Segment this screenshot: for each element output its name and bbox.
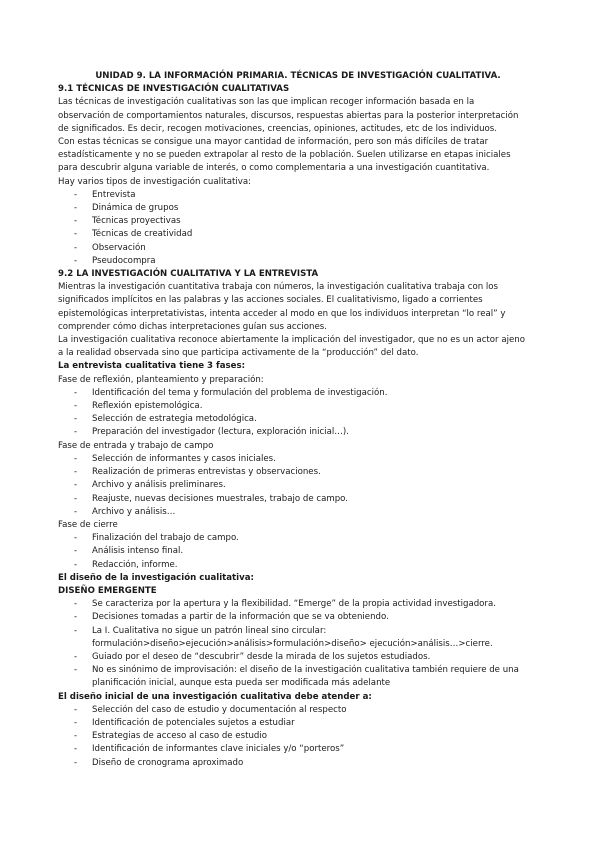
list-item: - Dinámica de grupos [58, 202, 528, 215]
list-item: - Técnicas de creatividad [58, 228, 528, 241]
list-item: - Identificación de potenciales sujetos a estudiar [58, 717, 528, 730]
list-item: - Reajuste, nuevas decisiones muestrales, trabajo de campo. [58, 493, 528, 506]
paragraph: Hay varios tipos de investigación cualitativa: [58, 176, 252, 187]
list-item: - Guiado por el deseo de “descubrir” desde la mirada de los sujetos estudiados. [58, 651, 528, 664]
section-9-2-heading: 9.2 LA INVESTIGACIÓN CUALITATIVA Y LA ENTREVISTA [58, 269, 319, 280]
list-item: - Reflexión epistemológica. [58, 400, 528, 413]
list-item: - La I. Cualitativa no sigue un patrón lineal sino circular: formulación>diseño>ejecución>análisis>formulación>diseño> ejecución>análisis…>cierre. [58, 625, 528, 651]
page-title: UNIDAD 9. LA INFORMACIÓN PRIMARIA. TÉCNICAS DE INVESTIGACIÓN CUALITATIVA. [95, 71, 501, 81]
phase-label: Fase de reflexión, planteamiento y preparación: [58, 374, 264, 385]
paragraph: Con estas técnicas se consigue una mayor cantidad de información, pero son más difíciles de tratar estadísticamente y no se pueden extrapolar al resto de la población. Suelen utilizarse en etapas iniciales para descubrir alguna variable de interés, o como complementaria a una investigación cuantitativa. [58, 137, 511, 174]
design-heading: El diseño de la investigación cualitativa: [58, 572, 254, 583]
emergent-heading: DISEÑO EMERGENTE [58, 585, 157, 596]
phase-2-list [58, 453, 528, 519]
list-item: - Finalización del trabajo de campo. [58, 532, 528, 545]
list-item: - Se caracteriza por la apertura y la flexibilidad. “Emerge” de la propia actividad investigadora. [58, 598, 528, 611]
list-item: - Análisis intenso final. [58, 545, 528, 558]
emergent-design-list [58, 598, 528, 690]
paragraph: Las técnicas de investigación cualitativas son las que implican recoger información basada en la observación de comportamientos naturales, discursos, respuestas abiertas para la posterior interpretación de significados. Es decir, recogen motivaciones, creencias, opiniones, actitudes, etc de los individuos. [58, 97, 519, 134]
list-item: - Entrevista [58, 189, 528, 202]
initial-design-heading: El diseño inicial de una investigación cualitativa debe atender a: [58, 691, 372, 702]
phase-3-list [58, 532, 528, 572]
list-item: - Preparación del investigador (lectura, exploración inicial…). [58, 426, 528, 439]
paragraph: Mientras la investigación cuantitativa trabaja con números, la investigación cualitativa trabaja con los significados implícitos en las palabras y las acciones sociales. El cualitativismo, ligado a corrientes epistemológicas interpretativistas, intenta acceder al modo en que los individuos interpretan “lo real” y comprender cómo dichas interpretaciones guían sus acciones. [58, 282, 506, 332]
list-item: - Diseño de cronograma aproximado [58, 757, 528, 770]
list-item: - Selección de estrategia metodológica. [58, 413, 528, 426]
phase-label: Fase de cierre [58, 519, 118, 530]
list-item: - Archivo y análisis preliminares. [58, 479, 528, 492]
list-item: - Estrategias de acceso al caso de estudio [58, 730, 528, 743]
phase-label: Fase de entrada y trabajo de campo [58, 440, 214, 451]
document-body [58, 70, 528, 770]
list-item: - No es sinónimo de improvisación: el diseño de la investigación cualitativa también requiere de una planificación inicial, aunque esta pueda ser modificada más adelante [58, 664, 528, 690]
phases-heading: La entrevista cualitativa tiene 3 fases: [58, 361, 246, 372]
list-item: - Selección del caso de estudio y documentación al respecto [58, 704, 528, 717]
list-item: - Decisiones tomadas a partir de la información que se va obteniendo. [58, 611, 528, 624]
list-item: - Selección de informantes y casos iniciales. [58, 453, 528, 466]
initial-design-list [58, 704, 528, 770]
qualitative-types-list [58, 189, 528, 268]
list-item: - Observación [58, 242, 528, 255]
section-9-1-heading: 9.1 TÉCNICAS DE INVESTIGACIÓN CUALITATIVAS [58, 84, 290, 95]
list-item: - Realización de primeras entrevistas y observaciones. [58, 466, 528, 479]
list-item: - Pseudocompra [58, 255, 528, 268]
list-item: - Archivo y análisis… [58, 506, 528, 519]
phase-1-list [58, 387, 528, 440]
list-item: - Redacción, informe. [58, 559, 528, 572]
paragraph: La investigación cualitativa reconoce abiertamente la implicación del investigador, que no es un actor ajeno a la realidad observada sino que participa activamente de la “producción” del dato. [58, 335, 525, 359]
list-item: - Identificación de informantes clave iniciales y/o “porteros” [58, 743, 528, 756]
list-item: - Técnicas proyectivas [58, 215, 528, 228]
list-item: - Identificación del tema y formulación del problema de investigación. [58, 387, 528, 400]
